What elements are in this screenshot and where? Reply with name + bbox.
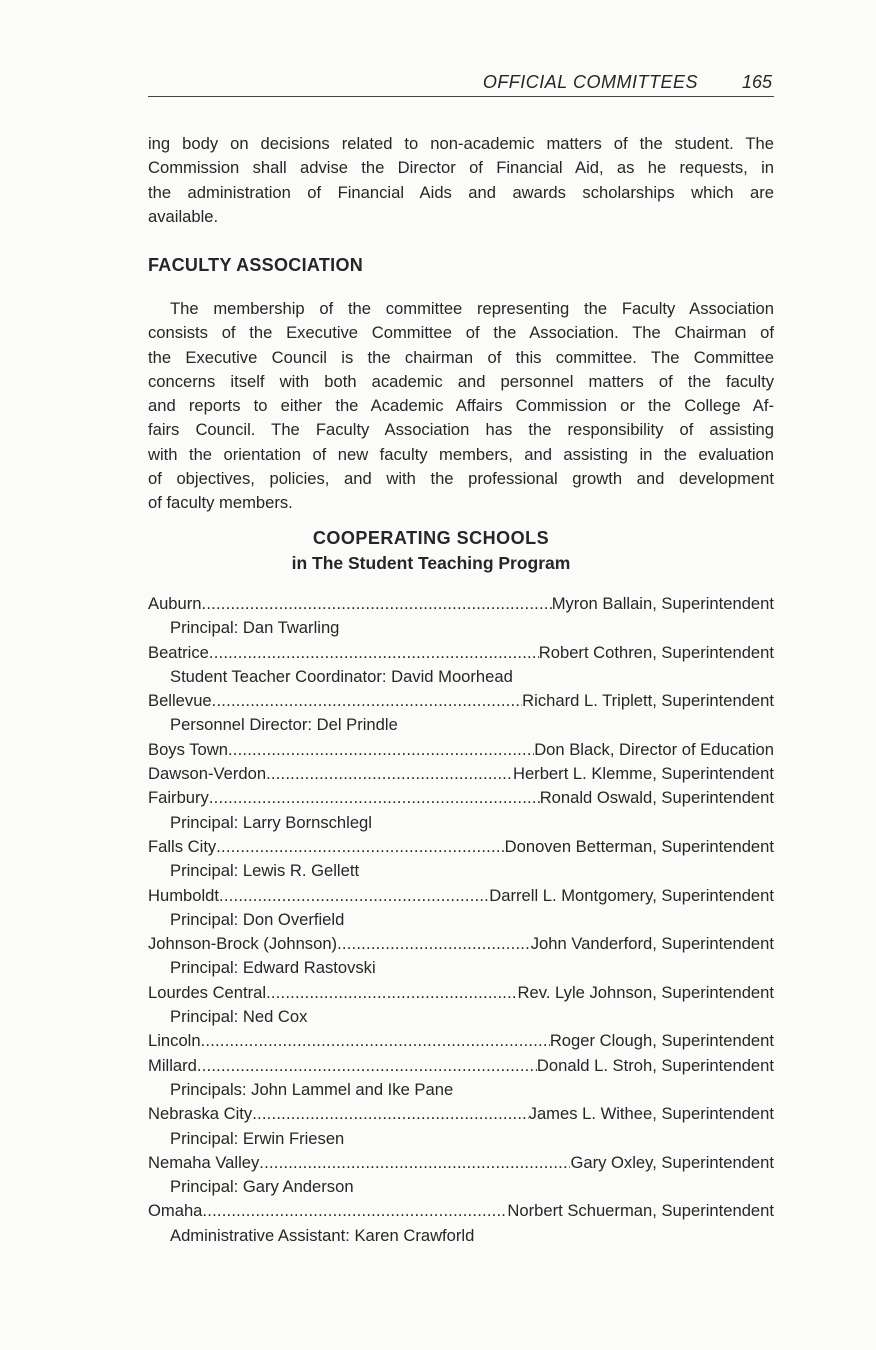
leader-dots [209, 641, 539, 665]
leader-dots [209, 786, 540, 810]
school-sub-official: Principal: Gary Anderson [170, 1177, 354, 1197]
school-name: Bellevue [148, 691, 212, 711]
school-name: Dawson-Verdon [148, 764, 267, 784]
page-number: 165 [741, 72, 772, 92]
school-official: James L. Withee, Superintendent [528, 1104, 774, 1124]
leader-dots [201, 1029, 550, 1053]
school-entry [148, 1199, 774, 1223]
school-entry [148, 1029, 774, 1053]
school-name: Lourdes Central [148, 982, 267, 1002]
school-name: Nebraska City [148, 1104, 253, 1124]
leader-dots [197, 1054, 537, 1078]
school-name: Lincoln [148, 1031, 201, 1051]
leader-dots [216, 835, 504, 859]
leader-dots [219, 884, 489, 908]
school-name: Nemaha Valley [148, 1152, 260, 1172]
school-name: Fairbury [148, 788, 209, 808]
school-official: Ronald Oswald, Superintendent [539, 788, 774, 808]
leader-dots [202, 592, 552, 616]
school-name: Humboldt [148, 885, 220, 905]
school-name: Johnson-Brock (Johnson) [148, 934, 338, 954]
school-name: Beatrice [148, 642, 209, 662]
school-sub-official: Student Teacher Coordinator: David Moorhead [170, 666, 513, 686]
school-official: Richard L. Triplett, Superintendent [522, 691, 774, 711]
school-entry [148, 1102, 774, 1126]
school-sub-official: Principal: Ned Cox [170, 1007, 308, 1027]
leader-dots [202, 1199, 507, 1223]
school-entry [148, 738, 774, 762]
school-official: Darrell L. Montgomery, Superintendent [489, 885, 774, 905]
leader-dots [266, 762, 513, 786]
text-line: and reports to either the Academic Affairs Commission or the College Af- [148, 396, 774, 416]
text-line: available. [148, 206, 219, 226]
school-official: Donald L. Stroh, Superintendent [536, 1055, 774, 1075]
school-name: Auburn [148, 594, 202, 613]
leader-dots [228, 738, 534, 762]
school-official: Don Black, Director of Education [534, 739, 774, 759]
school-entry [148, 762, 774, 786]
school-sub-official: Principal: Larry Bornschlegl [170, 812, 372, 832]
school-name: Falls City [148, 836, 217, 856]
school-official: Rev. Lyle Johnson, Superintendent [517, 982, 774, 1002]
cooperating-schools-list [148, 592, 774, 1248]
text-line: the Executive Council is the chairman of this committee. The Committee [148, 347, 774, 367]
school-official: Norbert Schuerman, Superintendent [507, 1201, 774, 1221]
text-line: with the orientation of new faculty members, and assisting in the evaluation [148, 444, 774, 464]
school-sub-official: Principal: Lewis R. Gellett [170, 861, 360, 881]
school-sub-official: Principal: Erwin Friesen [170, 1128, 345, 1148]
school-entry [148, 641, 774, 665]
leader-dots [252, 1102, 528, 1126]
school-entry [148, 1151, 774, 1175]
school-entry [148, 689, 774, 713]
school-entry [148, 932, 774, 956]
school-sub-official: Principal: Dan Twarling [170, 618, 340, 638]
text-line: concerns itself with both academic and personnel matters of the faculty [148, 371, 774, 391]
faculty-association-heading: FACULTY ASSOCIATION [148, 255, 364, 275]
cooperating-schools-heading: COOPERATING SCHOOLS [312, 528, 550, 548]
school-official: Roger Clough, Superintendent [549, 1031, 774, 1051]
section-title: OFFICIAL COMMITTEES [482, 72, 698, 92]
school-sub-official: Administrative Assistant: Karen Crawforld [170, 1225, 475, 1245]
school-entry [148, 835, 774, 859]
school-name: Boys Town [148, 739, 228, 759]
text-line: consists of the Executive Committee of the Association. The Chairman of [148, 323, 774, 343]
leader-dots [266, 981, 517, 1005]
school-sub-official: Principals: John Lammel and Ike Pane [170, 1079, 454, 1099]
text-line: Commission shall advise the Director of Financial Aid, as he requests, in [148, 158, 774, 178]
school-official: Robert Cothren, Superintendent [538, 642, 774, 662]
school-entry [148, 1054, 774, 1078]
text-line: ing body on decisions related to non-academic matters of the student. The [148, 134, 774, 153]
school-entry [148, 884, 774, 908]
text-line: of objectives, policies, and with the professional growth and development [148, 469, 774, 489]
cooperating-schools-subheading: in The Student Teaching Program [291, 553, 571, 573]
school-entry [148, 786, 774, 810]
school-name: Millard [148, 1055, 197, 1075]
school-sub-official: Personnel Director: Del Prindle [170, 715, 398, 735]
school-sub-official: Principal: Don Overfield [170, 909, 345, 929]
leader-dots [337, 932, 531, 956]
text-line: The membership of the committee representing the Faculty Association [170, 299, 774, 318]
school-official: John Vanderford, Superintendent [530, 934, 774, 954]
school-entry [148, 592, 774, 616]
text-line: the administration of Financial Aids and awards scholarships which are [148, 182, 774, 202]
school-sub-official: Principal: Edward Rastovski [170, 958, 376, 978]
running-header [148, 72, 774, 97]
school-official: Donoven Betterman, Superintendent [504, 836, 774, 856]
school-official: Myron Ballain, Superintendent [551, 594, 774, 613]
text-line: of faculty members. [148, 493, 293, 513]
leader-dots [259, 1151, 570, 1175]
leader-dots [212, 689, 523, 713]
school-entry [148, 981, 774, 1005]
school-name: Omaha [148, 1201, 203, 1221]
school-official: Gary Oxley, Superintendent [570, 1152, 774, 1172]
school-official: Herbert L. Klemme, Superintendent [512, 764, 774, 784]
faculty-association-paragraph [148, 297, 774, 516]
intro-paragraph [148, 132, 774, 229]
text-line: fairs Council. The Faculty Association has the responsibility of assisting [148, 420, 774, 440]
